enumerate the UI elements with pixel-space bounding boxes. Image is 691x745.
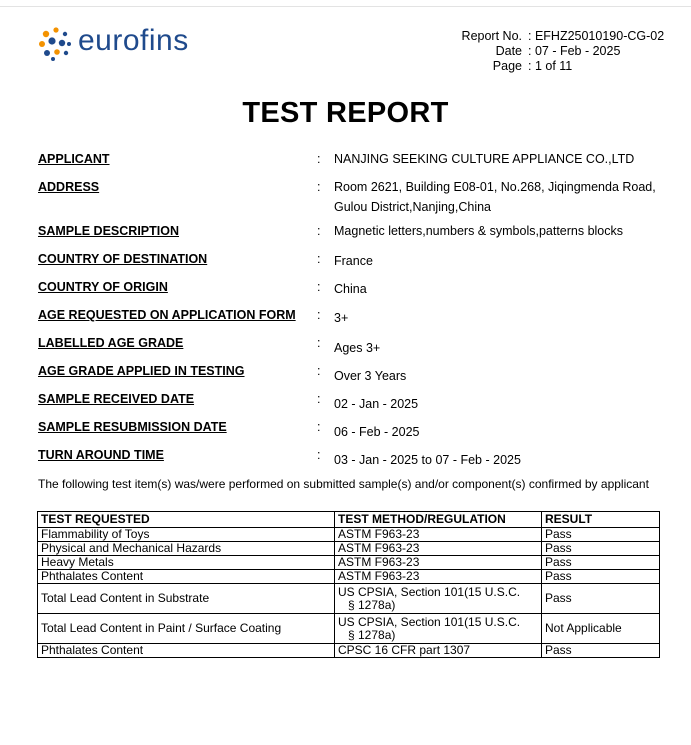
cell-method [335,584,542,614]
cell-method: ASTM F963-23 [335,570,542,584]
test-results-table [37,511,660,658]
info-label: ADDRESS [38,180,100,194]
cell-method: CPSC 16 CFR part 1307 [335,644,542,658]
report-no-label: Report No. [461,29,522,43]
cell-test: Phthalates Content [38,570,335,584]
report-no-value: : EFHZ25010190-CG-02 [528,29,665,43]
info-value: 03 - Jan - 2025 to 07 - Feb - 2025 [334,453,521,467]
cell-result: Pass [542,584,660,614]
table-row [38,614,660,644]
cell-result: Pass [542,644,660,658]
info-colon: : [317,336,321,350]
info-label: COUNTRY OF DESTINATION [38,252,208,266]
cell-method: ASTM F963-23 [335,528,542,542]
page-value: : 1 of 11 [528,59,573,73]
test-items-note: The following test item(s) was/were performed on submitted sample(s) and/or component(s) confirmed by applicant [38,477,649,491]
info-value: Magnetic letters,numbers & symbols,patterns blocks [334,224,624,238]
cell-method: ASTM F963-23 [335,556,542,570]
col-test-method: TEST METHOD/REGULATION [335,512,542,528]
method-line: US CPSIA, Section 101(15 U.S.C. [338,614,521,629]
report-meta-values [528,29,688,74]
info-label: SAMPLE DESCRIPTION [38,224,179,238]
cell-test: Flammability of Toys [38,528,335,542]
report-meta-labels [404,29,522,74]
col-result: RESULT [542,512,660,528]
info-colon: : [317,364,321,378]
table-row [38,644,660,658]
info-value: NANJING SEEKING CULTURE APPLIANCE CO.,LTD [334,152,635,166]
table-header-row [38,512,660,528]
method-line: § 1278a) [348,627,396,642]
cell-test: Phthalates Content [38,644,335,658]
date-label: Date [495,44,522,58]
table-row [38,584,660,614]
cell-test: Total Lead Content in Paint / Surface Coating [38,614,335,644]
table-row [38,528,660,542]
info-value: Over 3 Years [334,369,407,383]
table-row [38,542,660,556]
info-colon: : [317,252,321,266]
info-colon: : [317,308,321,322]
info-colon: : [317,224,321,238]
info-label: COUNTRY OF ORIGIN [38,280,168,294]
table-row [38,556,660,570]
dots-logo-icon [38,26,74,62]
info-label: TURN AROUND TIME [38,448,164,462]
date-value: : 07 - Feb - 2025 [528,44,621,58]
method-line: US CPSIA, Section 101(15 U.S.C. [338,584,521,599]
cell-method: ASTM F963-23 [335,542,542,556]
info-colon: : [317,420,321,434]
info-label: SAMPLE RESUBMISSION DATE [38,420,227,434]
info-colon: : [317,280,321,294]
info-value: China [334,282,367,296]
info-value: Room 2621, Building E08-01, No.268, Jiqingmenda Road, Gulou District,Nanjing,China [334,180,656,214]
cell-result: Pass [542,528,660,542]
info-value: 02 - Jan - 2025 [334,397,419,411]
info-label: AGE GRADE APPLIED IN TESTING [38,364,245,378]
info-colon: : [317,448,321,462]
page-label: Page [492,59,522,73]
info-value: Ages 3+ [334,341,381,355]
logo-wordmark: eurofins [78,24,189,57]
cell-result: Not Applicable [542,614,660,644]
report-title: TEST REPORT [242,97,449,129]
cell-result: Pass [542,556,660,570]
col-test-requested: TEST REQUESTED [38,512,335,528]
top-divider [0,6,691,7]
method-line: § 1278a) [348,597,396,612]
table-row [38,570,660,584]
info-colon: : [317,180,321,194]
cell-test: Physical and Mechanical Hazards [38,542,335,556]
info-value: 06 - Feb - 2025 [334,425,420,439]
info-colon: : [317,392,321,406]
cell-result: Pass [542,542,660,556]
cell-method [335,614,542,644]
info-colon: : [317,152,321,166]
info-label: SAMPLE RECEIVED DATE [38,392,195,406]
cell-test: Heavy Metals [38,556,335,570]
info-label: LABELLED AGE GRADE [38,336,184,350]
cell-result: Pass [542,570,660,584]
info-label: AGE REQUESTED ON APPLICATION FORM [38,308,296,322]
info-value: 3+ [334,311,349,325]
info-value: France [334,254,373,268]
cell-test: Total Lead Content in Substrate [38,584,335,614]
info-label: APPLICANT [38,152,110,166]
